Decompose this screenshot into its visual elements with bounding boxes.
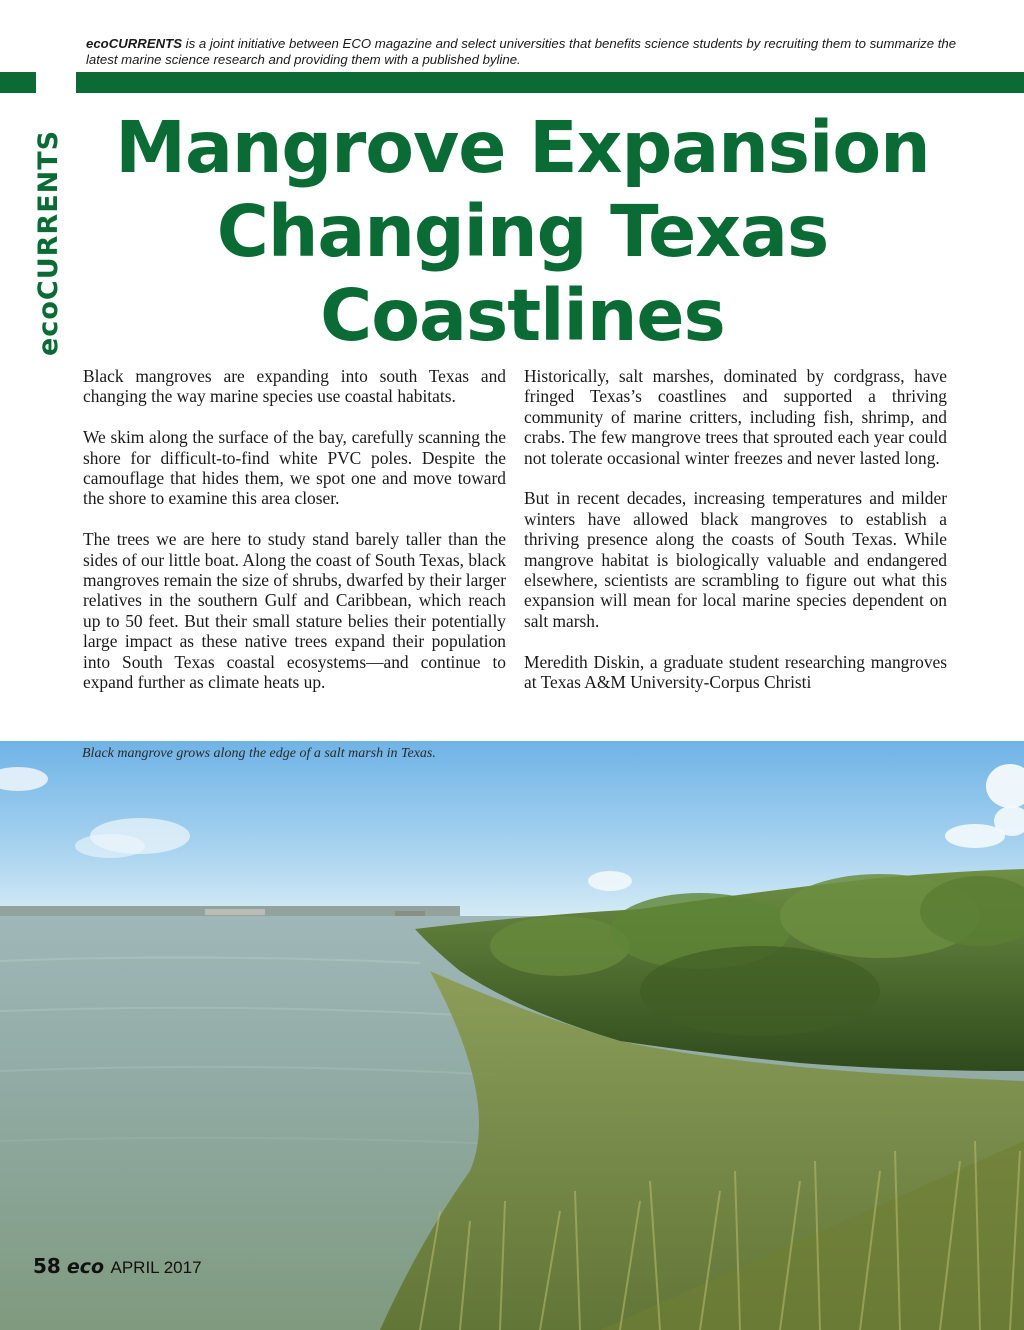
intro-text [86, 36, 986, 68]
section-label-currents: CURRENTS [33, 129, 64, 301]
title-line-2: Changing Texas [216, 190, 829, 273]
mangrove-photo [0, 741, 1024, 1330]
intro-body: is a joint initiative between ECO magazine and select universities that benefits science students by recruiting them to summarize the latest marine science research and providing them with a published byline. [86, 36, 957, 67]
paragraph: Black mangroves are expanding into south Texas and changing the way marine species use coastal habitats. [83, 366, 506, 407]
folio-brand: eco [66, 1256, 105, 1278]
body-column-left [83, 366, 506, 713]
header-rule [76, 72, 1024, 93]
paragraph: The trees we are here to study stand barely taller than the sides of our little boat. Along the coast of South Texas, black mangroves remain the size of shrubs, dwarfed by their larger relatives in the southern Gulf and Caribbean, which reach up to 50 feet. But their small stature belies their potentially large impact as these native trees expand their population into South Texas coastal ecosystems—and continue to expand further as climate heats up. [83, 529, 507, 693]
body-column-right [524, 366, 947, 692]
mangrove-photo-image [0, 741, 1024, 1330]
header-rule-left [0, 72, 36, 93]
intro-brand: ecoCURRENTS [86, 36, 182, 51]
page-folio [33, 1254, 202, 1278]
section-label [34, 130, 64, 356]
paragraph: We skim along the surface of the bay, carefully scanning the shore for difficult-to-find white PVC poles. Despite the camouflage that hides them, we spot one and move toward the shore to examine this area closer. [83, 427, 506, 509]
folio-issue: APRIL 2017 [110, 1258, 202, 1277]
photo-caption: Black mangrove grows along the edge of a salt marsh in Texas. [82, 746, 436, 761]
article-title [100, 106, 945, 358]
page-number: 58 [33, 1254, 61, 1278]
title-line-3: Coastlines [320, 274, 725, 357]
paragraph: But in recent decades, increasing temperatures and milder winters have allowed black mangroves to establish a thriving presence along the coasts of South Texas. While mangrove habitat is biologically valuable and endangered elsewhere, scientists are scrambling to figure out what this expansion will mean for local marine species dependent on salt marsh. [524, 488, 947, 631]
title-line-1: Mangrove Expansion [115, 106, 930, 189]
paragraph: Meredith Diskin, a graduate student researching mangroves at Texas A&M University-Corpus Christi [524, 651, 947, 693]
section-label-eco: eco [33, 300, 64, 356]
paragraph: Historically, salt marshes, dominated by cordgrass, have fringed Texas’s coastlines and supported a thriving community of marine critters, including fish, shrimp, and crabs. The few mangrove trees that sprouted each year could not tolerate occasional winter freezes and never lasted long. [524, 366, 947, 468]
